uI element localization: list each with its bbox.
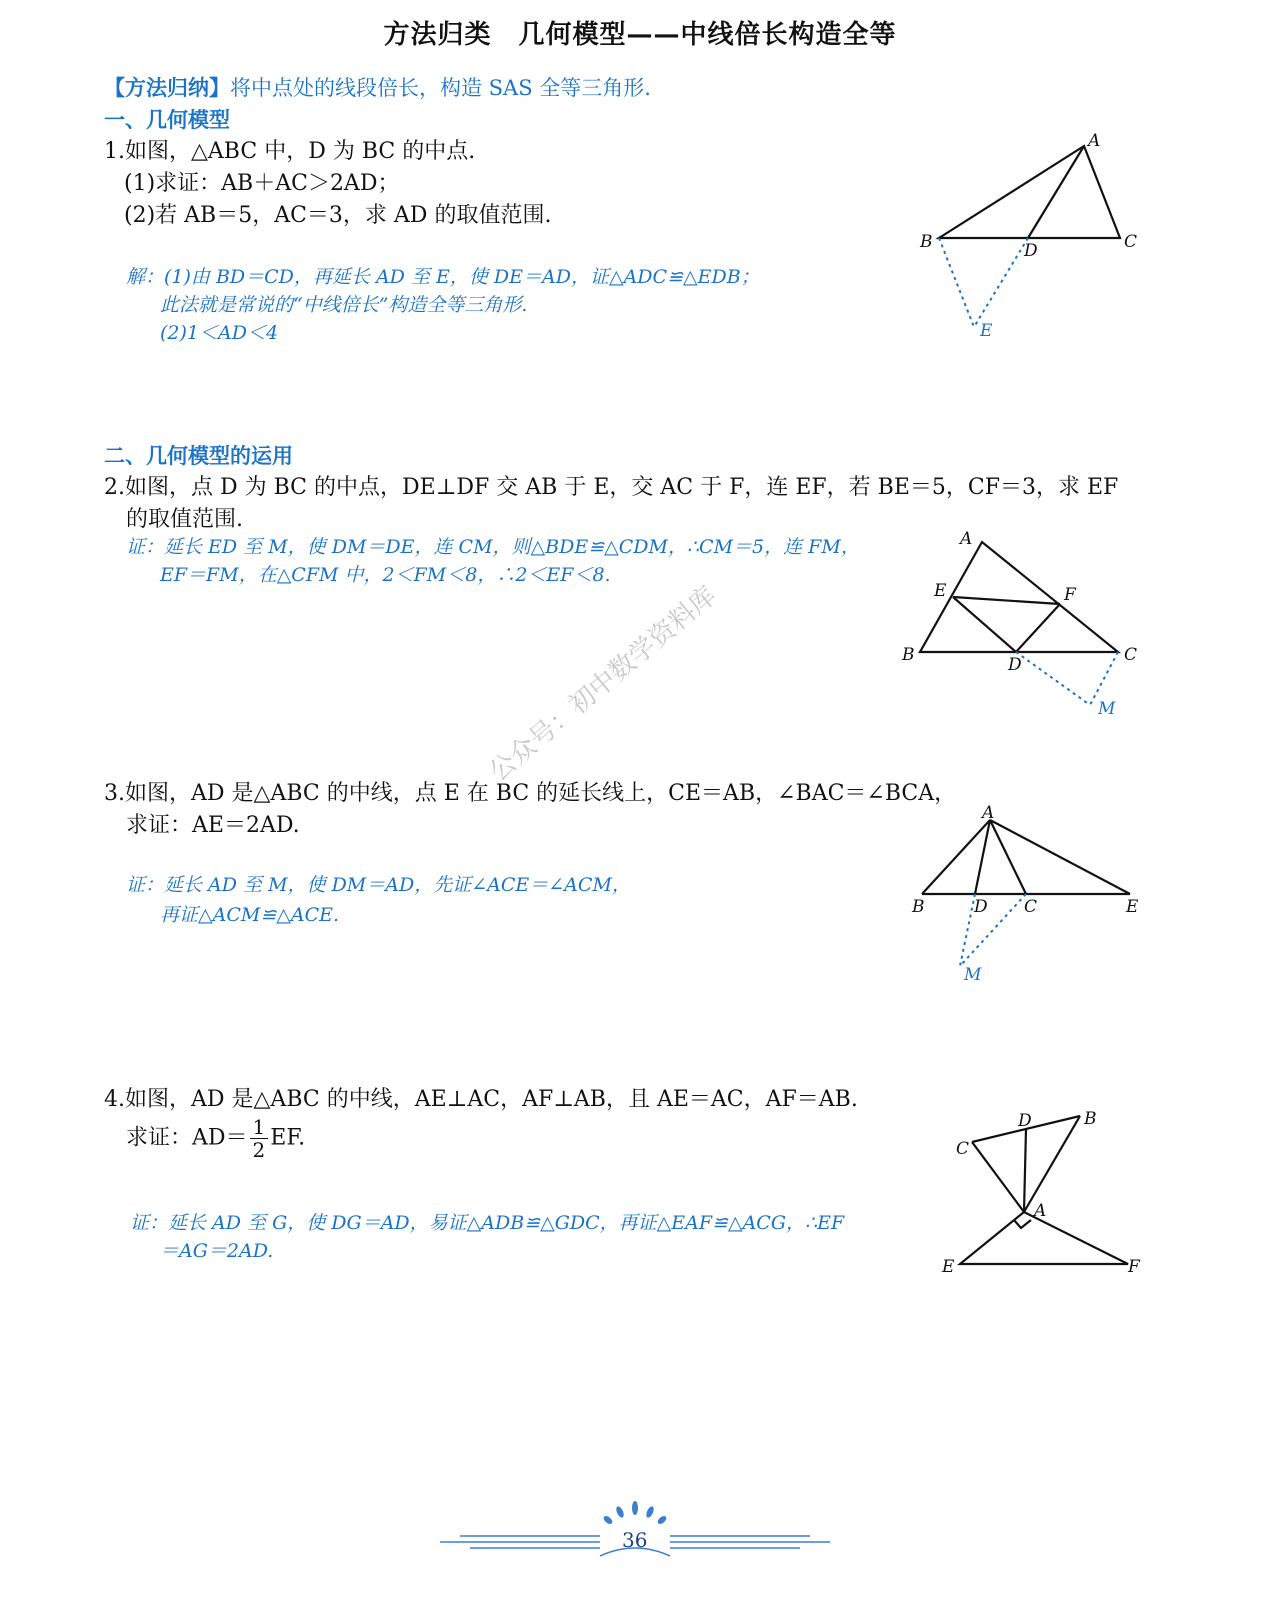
q3-label-m: M [964, 965, 982, 985]
q3-label-e: E [1126, 897, 1139, 917]
q3-stem-line2: 求证：AE＝2AD. [126, 813, 300, 838]
q4-label-f: F [1128, 1257, 1140, 1277]
q3-label-b: B [912, 897, 925, 917]
q2-label-b: B [902, 645, 915, 665]
q4-solution-line1: 证：延长 AD 至 G，使 DG＝AD，易证△ADB≌△GDC，再证△EAF≌△ACG，∴EF [130, 1212, 845, 1234]
q3-label-c: C [1024, 897, 1038, 917]
q2-stem-line2: 的取值范围. [126, 507, 243, 532]
q4-label-a: A [1034, 1201, 1047, 1221]
q1-label-a: A [1088, 131, 1101, 151]
q4-label-b: B [1084, 1109, 1097, 1129]
page-number: 36 [622, 1528, 648, 1552]
q1-solution-line3: (2)1＜AD＜4 [160, 322, 279, 344]
q4-label-c: C [956, 1139, 970, 1159]
summary-text: 将中点处的线段倍长，构造 SAS 全等三角形. [230, 76, 651, 100]
summary-tag: 【方法归纳】 [104, 76, 230, 100]
q1-part1: (1)求证：AB＋AC＞2AD； [124, 171, 400, 196]
q1-part2: (2)若 AB＝5，AC＝3，求 AD 的取值范围. [124, 203, 552, 228]
q1-label-d: D [1024, 241, 1038, 261]
page-title: 方法归类 几何模型——中线倍长构造全等 [383, 20, 897, 50]
q4-fraction-denominator: 2 [252, 1138, 266, 1162]
q2-label-e: E [934, 581, 947, 601]
q1-label-b: B [920, 232, 933, 252]
q4-stem-prefix: 求证：AD＝ [126, 1125, 248, 1151]
q1-solution-line2: 此法就是常说的“中线倍长”构造全等三角形. [160, 294, 528, 316]
q4-solution-line2: ＝AG＝2AD. [160, 1240, 274, 1262]
watermark: 公众号：初中数学资料库 [483, 580, 723, 788]
q2-label-d: D [1008, 655, 1022, 675]
q3-stem-line1: 3.如图，AD 是△ABC 的中线，点 E 在 BC 的延长线上，CE＝AB，∠BAC＝∠BCA， [104, 781, 957, 806]
q3-label-a: A [982, 803, 995, 823]
q4-stem-suffix: EF. [270, 1125, 306, 1151]
q2-stem-line1: 2.如图，点 D 为 BC 的中点，DE⊥DF 交 AB 于 E，交 AC 于 F，连 EF，若 BE＝5，CF＝3，求 EF [104, 475, 1119, 500]
q2-label-a: A [960, 529, 973, 549]
q2-label-c: C [1124, 645, 1138, 665]
q3-solution-line2: 再证△ACM≌△ACE. [160, 904, 340, 926]
q2-solution-line1: 证：延长 ED 至 M，使 DM＝DE，连 CM，则△BDE≌△CDM，∴CM＝5，连 FM， [126, 536, 860, 558]
q4-fraction-numerator: 1 [250, 1116, 269, 1139]
q4-stem-line1: 4.如图，AD 是△ABC 的中线，AE⊥AC，AF⊥AB，且 AE＝AC，AF＝AB. [104, 1087, 858, 1112]
q2-label-f: F [1064, 585, 1076, 605]
q1-label-e: E [980, 321, 993, 341]
q4-label-e: E [942, 1257, 955, 1277]
q1-label-c: C [1124, 232, 1138, 252]
q3-solution-line1: 证：延长 AD 至 M，使 DM＝AD，先证∠ACE＝∠ACM， [126, 874, 631, 896]
section-heading-model: 一、几何模型 [104, 108, 230, 132]
q1-stem: 1.如图，△ABC 中，D 为 BC 的中点. [104, 139, 476, 164]
q4-label-d: D [1018, 1111, 1032, 1131]
q2-label-m: M [1098, 699, 1116, 719]
q1-solution-line1: 解：(1)由 BD＝CD，再延长 AD 至 E，使 DE＝AD，证△ADC≌△EDB； [126, 266, 760, 288]
q2-solution-line2: EF＝FM，在△CFM 中，2＜FM＜8，∴2＜EF＜8. [160, 564, 611, 586]
q3-label-d: D [974, 897, 988, 917]
section-heading-application: 二、几何模型的运用 [104, 444, 293, 468]
